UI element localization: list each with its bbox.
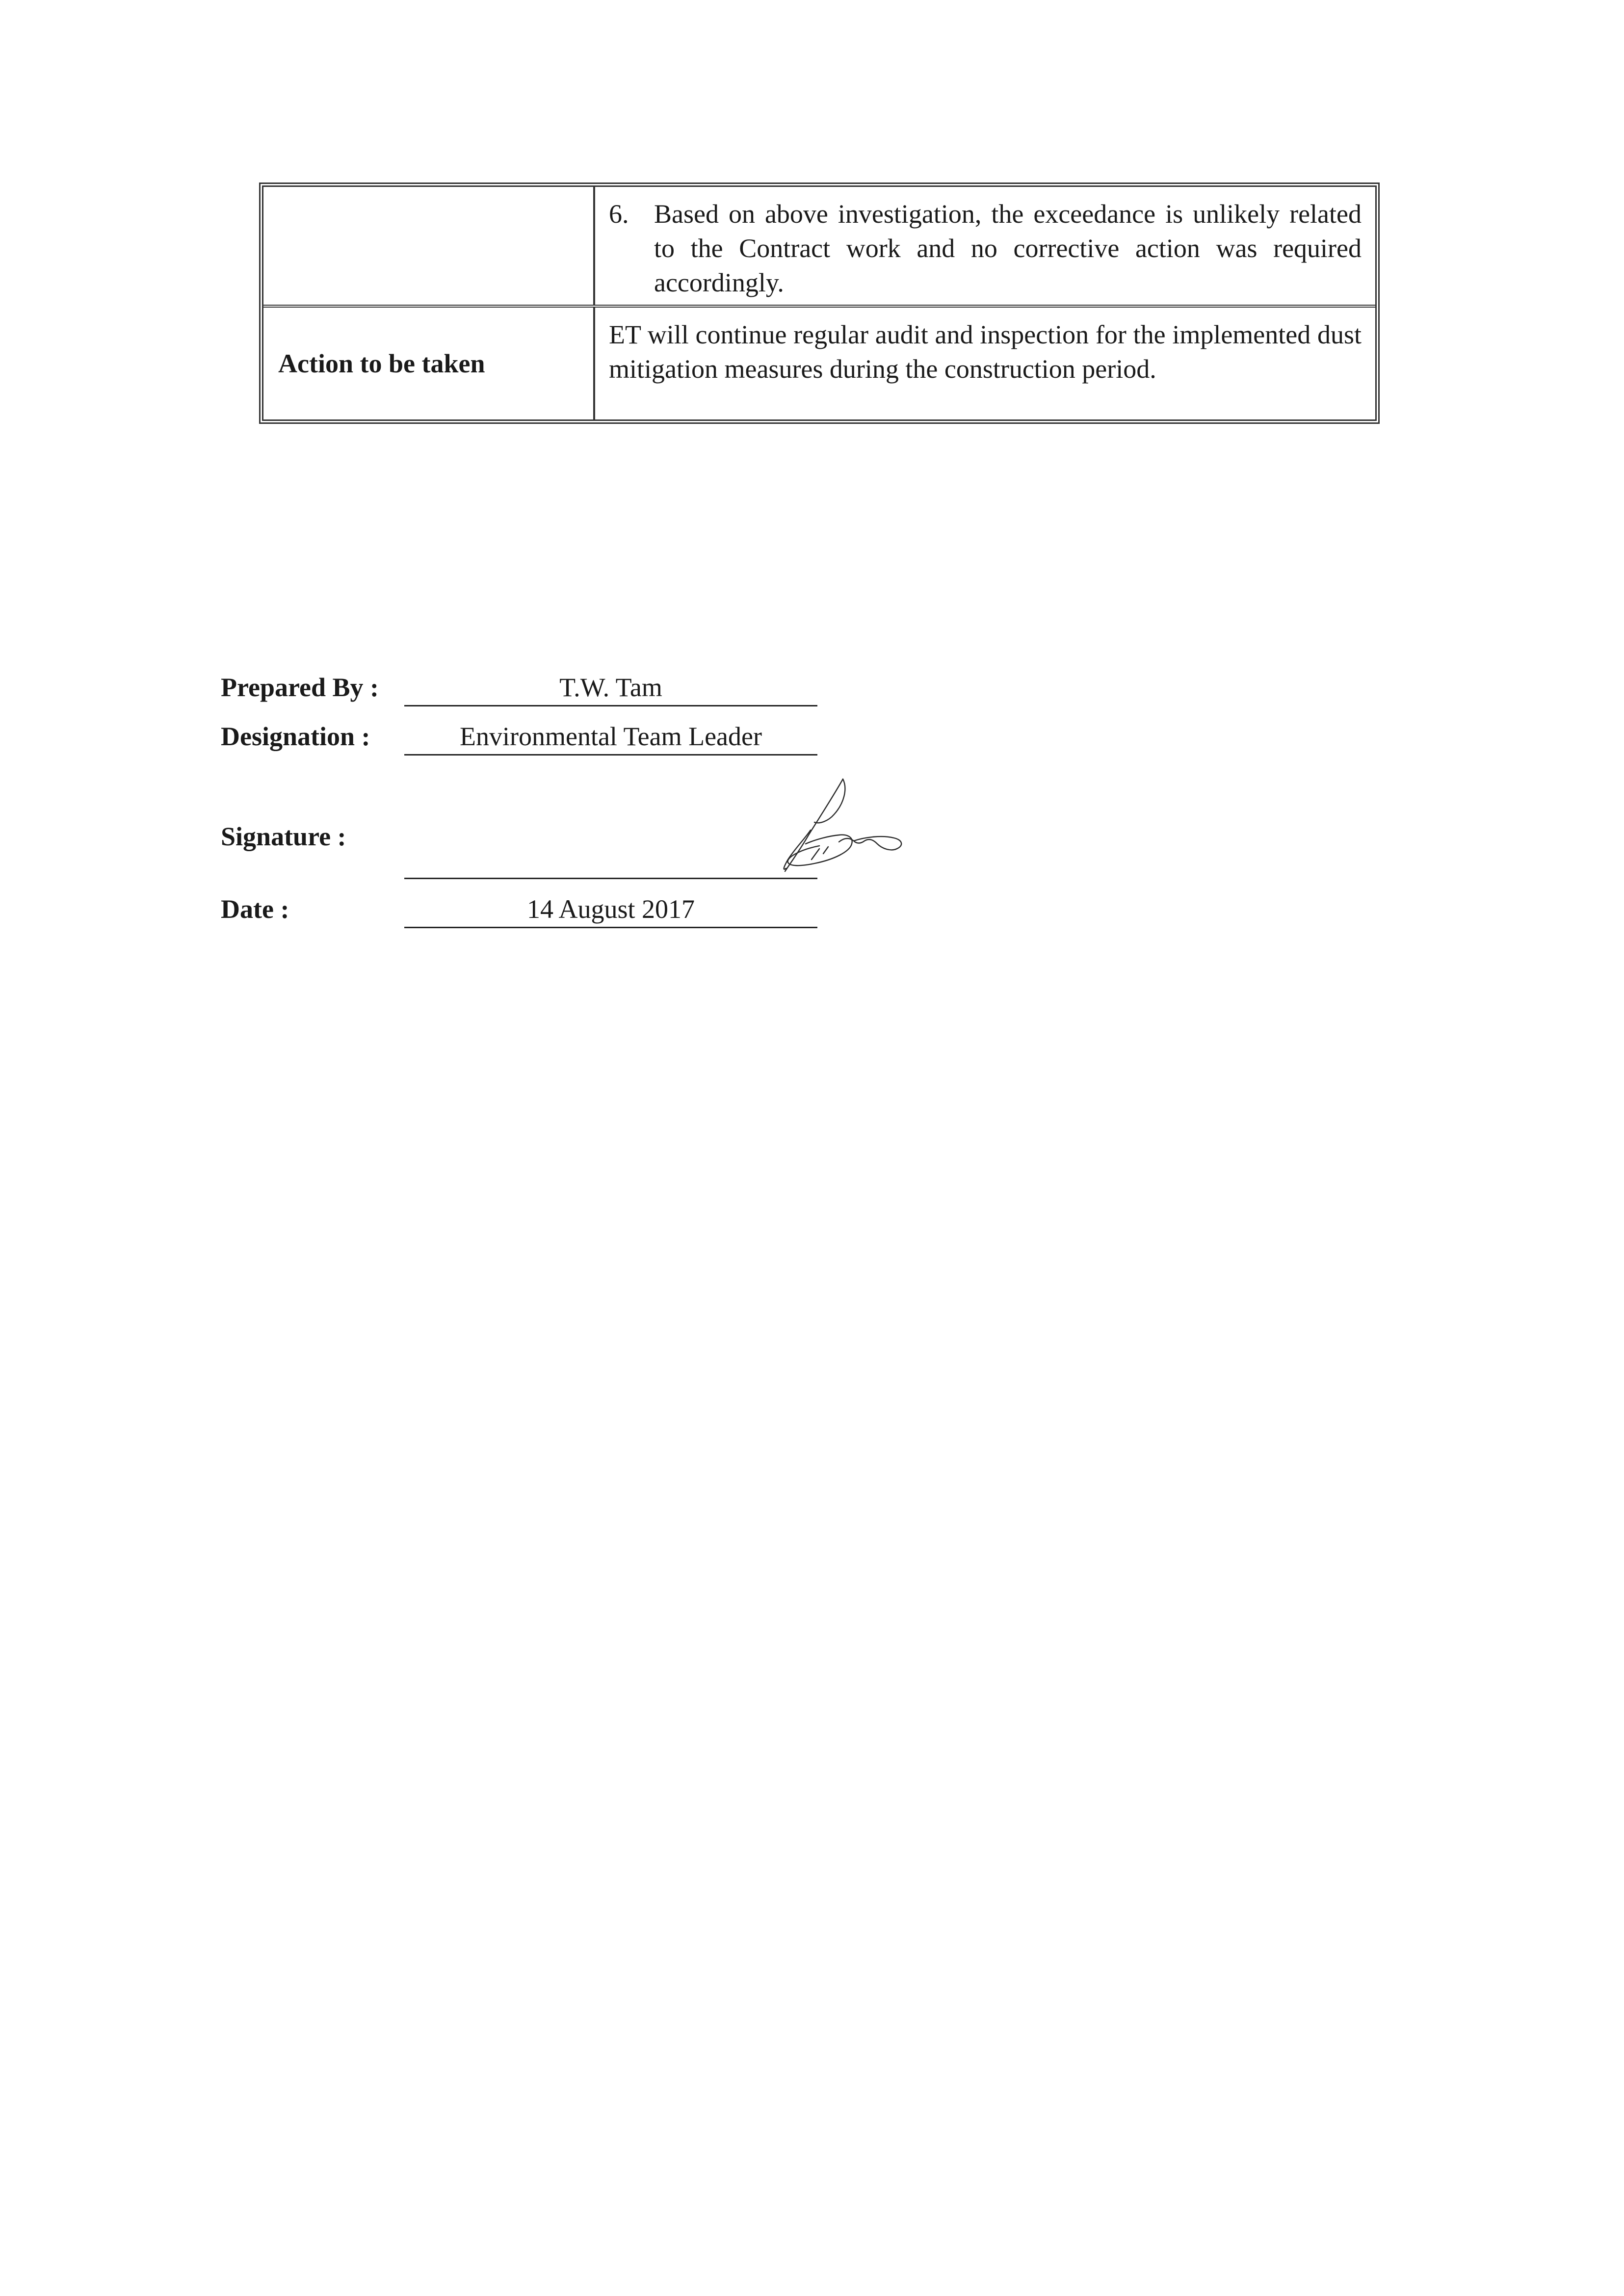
signature-line — [404, 878, 817, 879]
date-row — [221, 889, 819, 928]
list-item-number: 6. — [609, 199, 629, 229]
table-row-label-cell — [263, 187, 595, 305]
handwritten-signature — [760, 775, 908, 876]
list-item — [609, 197, 1362, 300]
designation-label: Designation : — [221, 722, 370, 751]
table-row — [263, 187, 1375, 308]
action-to-be-taken-text: ET will continue regular audit and inspection for the implemented dust mitigation measures during the construction period. — [609, 320, 1362, 384]
date-label: Date : — [221, 894, 289, 924]
designation-row — [221, 716, 819, 756]
action-to-be-taken-label: Action to be taken — [278, 349, 485, 378]
prepared-by-value: T.W. Tam — [404, 672, 817, 706]
table-row — [263, 308, 1375, 419]
table-row-content-cell — [595, 187, 1375, 305]
report-table — [259, 183, 1380, 424]
prepared-by-row — [221, 667, 819, 706]
signature-label: Signature : — [221, 822, 346, 851]
designation-value: Environmental Team Leader — [404, 721, 817, 756]
prepared-by-label: Prepared By : — [221, 673, 379, 702]
signature-row — [221, 775, 819, 879]
table-row-label-cell — [263, 308, 595, 419]
list-item-text: Based on above investigation, the exceedance is unlikely related to the Contract work and no corrective action was required accordingly. — [654, 199, 1362, 297]
date-value: 14 August 2017 — [404, 893, 817, 928]
table-row-content-cell — [595, 308, 1375, 419]
